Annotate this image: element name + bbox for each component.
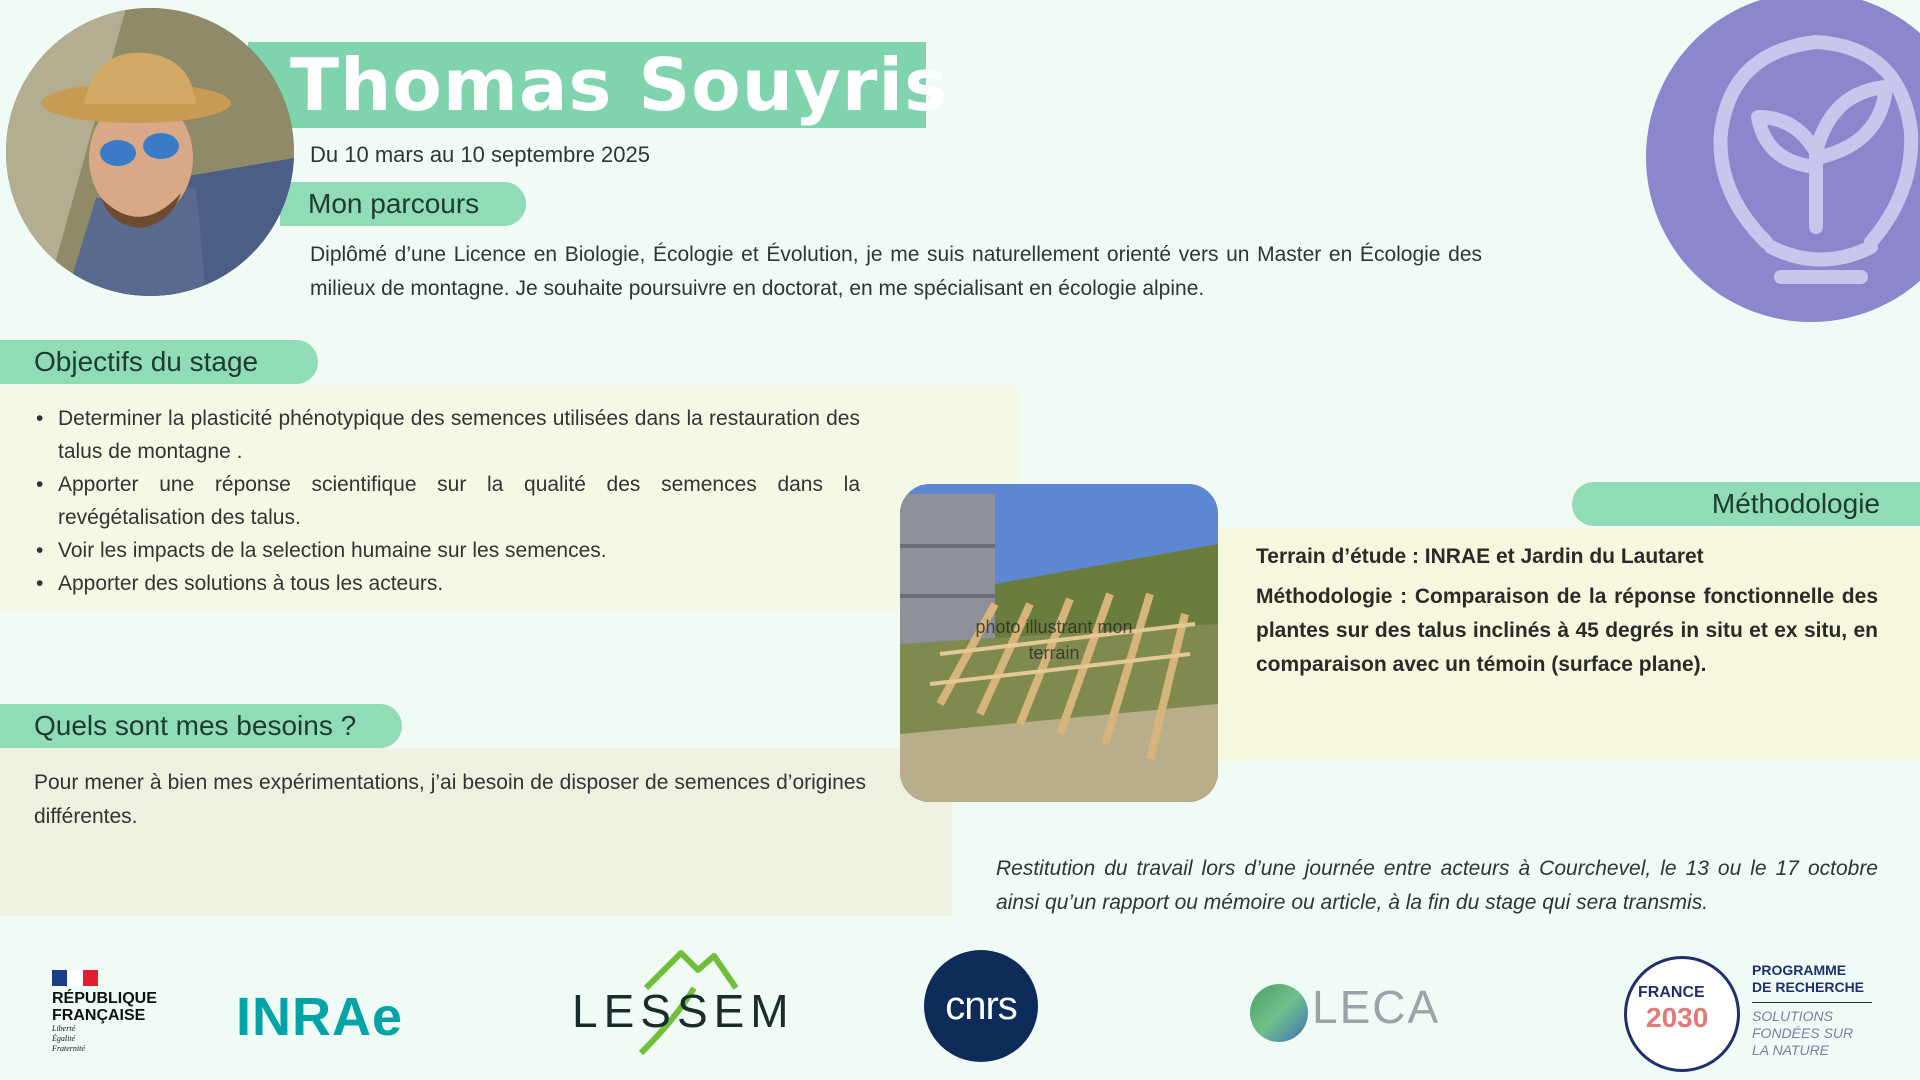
republique-francaise-logo: RÉPUBLIQUE FRANÇAISE Liberté Égalité Fraternité xyxy=(52,970,182,1054)
french-flag-icon xyxy=(52,970,98,986)
programme-label: PROGRAMME DE RECHERCHE xyxy=(1752,962,1865,995)
list-item: • Determiner la plasticité phénotypique des semences utilisées dans la restauration des talus de montagne . xyxy=(34,402,860,468)
section-header-objectifs: Objectifs du stage xyxy=(0,340,318,384)
objectifs-list xyxy=(34,402,860,600)
besoins-text: Pour mener à bien mes expérimentations, j’ai besoin de disposer de semences d’origines différentes. xyxy=(34,771,866,828)
lessem-logo: LESSEM xyxy=(572,985,795,1037)
inrae-logo: INRAe xyxy=(236,987,404,1047)
section-header-methodologie: Méthodologie xyxy=(1572,482,1920,526)
list-item: • Apporter une réponse scientifique sur la qualité des semences dans la revégétalisation des talus. xyxy=(34,468,860,534)
page-title: Thomas Souyris xyxy=(290,43,948,127)
restitution-text: Restitution du travail lors d’une journée entre acteurs à Courchevel, le 13 ou le 17 octobre ainsi qu’un rapport ou mémoire ou article, à la fin du stage qui sera transmis. xyxy=(996,857,1878,914)
list-item: • Apporter des solutions à tous les acteurs. xyxy=(34,567,860,600)
lightbulb-sprout-icon xyxy=(1646,0,1920,322)
parcours-text: Diplômé d’une Licence en Biologie, Écologie et Évolution, je me suis naturellement orienté vers un Master en Écologie des milieux de montagne. Je souhaite poursuivre en doctorat, en me spécialisant en écologie alpine. xyxy=(310,243,1482,300)
internship-dates: Du 10 mars au 10 septembre 2025 xyxy=(310,142,650,167)
sfn-label: SOLUTIONS FONDÉES SUR LA NATURE xyxy=(1752,1008,1854,1058)
section-header-besoins: Quels sont mes besoins ? xyxy=(0,704,402,748)
section-header-parcours: Mon parcours xyxy=(280,182,526,226)
cnrs-logo: cnrs xyxy=(924,950,1038,1062)
leca-emblem-icon xyxy=(1250,984,1308,1042)
photo-caption: photo illustrant mon terrain xyxy=(975,617,1133,663)
leca-logo: LECA xyxy=(1312,981,1441,1033)
list-item: • Voir les impacts de la selection humaine sur les semences. xyxy=(34,534,860,567)
avatar-illustration xyxy=(6,8,294,296)
study-site: Terrain d’étude : INRAE et Jardin du Lautaret xyxy=(1256,545,1704,568)
methodologie-text: Méthodologie : Comparaison de la réponse fonctionnelle des plantes sur des talus inclinés à 45 degrés in situ et ex situ, en comparaison avec un témoin (surface plane). xyxy=(1256,585,1878,676)
france-2030-year: 2030 xyxy=(1646,1002,1709,1033)
france-2030-label: FRANCE xyxy=(1638,984,1705,1001)
lightbulb-badge xyxy=(1646,0,1920,322)
divider xyxy=(1752,1002,1872,1003)
avatar xyxy=(6,8,294,296)
